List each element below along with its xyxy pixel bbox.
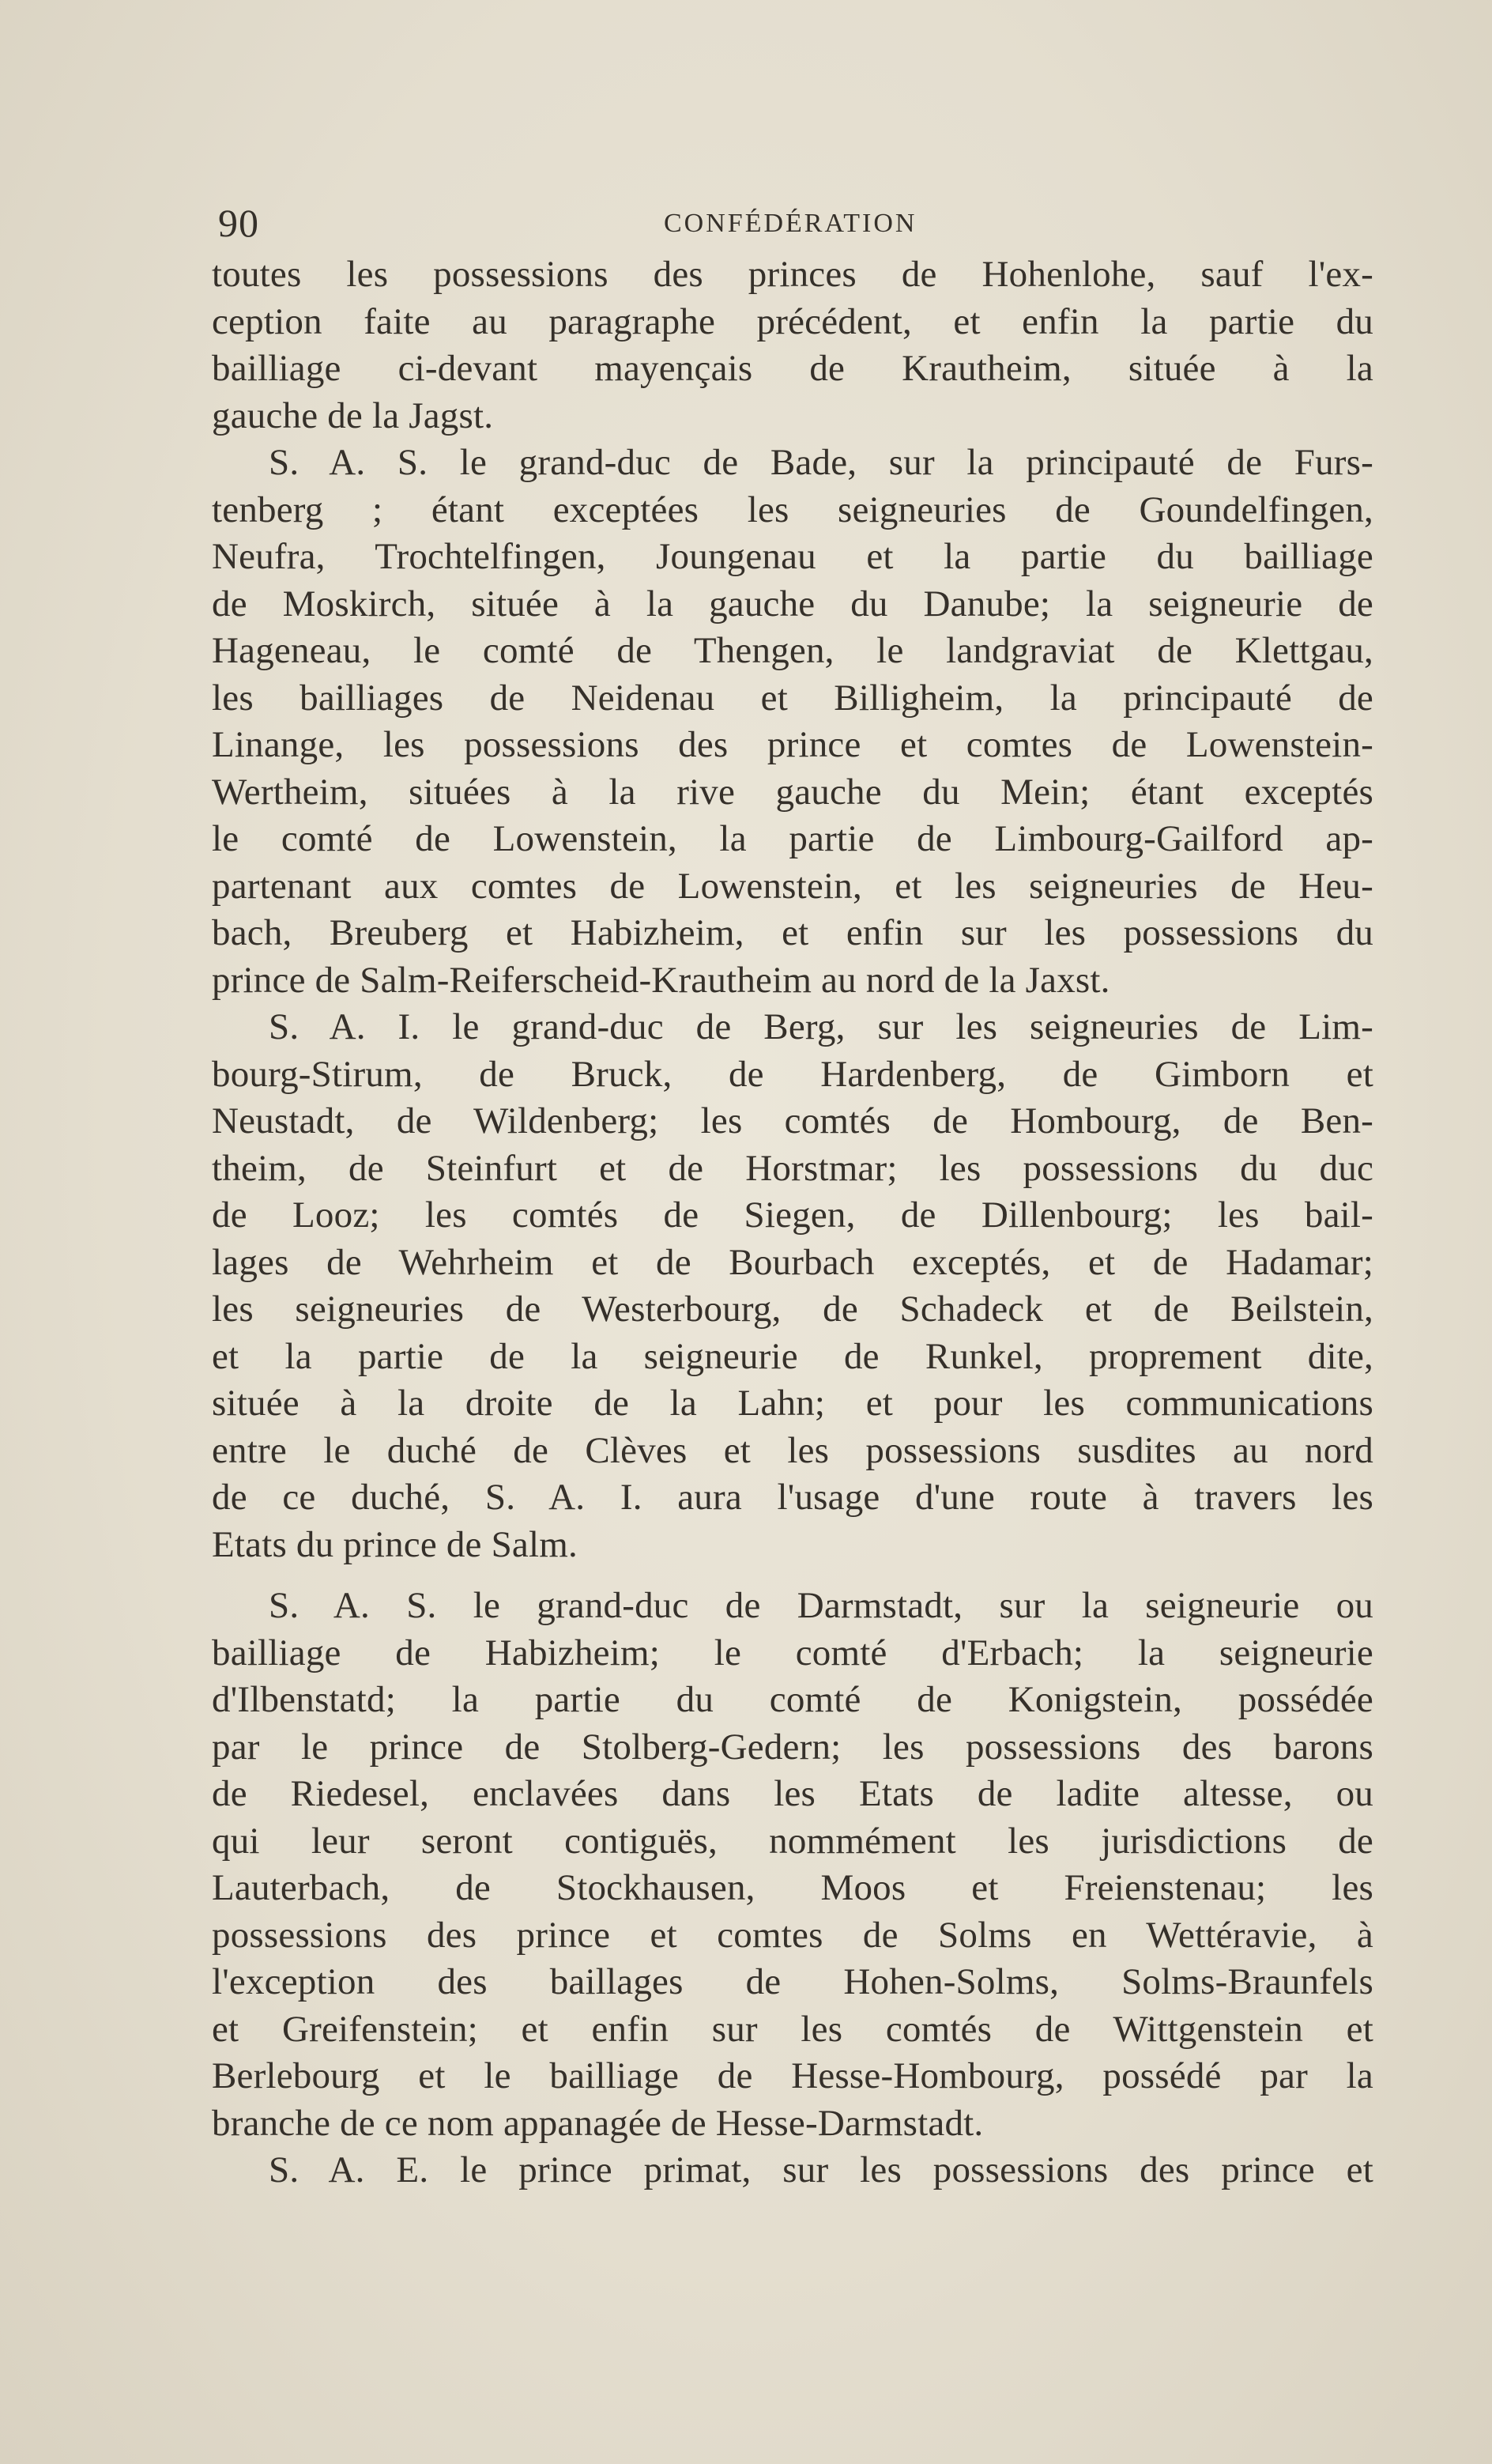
text-line: bach, Breuberg et Habizheim, et enfin sur les possessions du — [212, 912, 1373, 953]
text-line: gauche de la Jagst. — [212, 394, 494, 436]
running-head: CONFÉDÉRATION — [664, 209, 917, 238]
text-line: S. A. S. le grand-duc de Bade, sur la principauté de Furs- — [269, 442, 1373, 483]
text-line: et la partie de la seigneurie de Runkel, proprement dite, — [212, 1335, 1373, 1377]
text-line: possessions des prince et comtes de Solms en Wettéravie, à — [212, 1914, 1373, 1956]
text-line: Neustadt, de Wildenberg; les comtés de Hombourg, de Ben- — [212, 1100, 1373, 1141]
paragraph — [212, 2147, 1373, 2194]
text-line: S. A. E. le prince primat, sur les possessions des prince et — [269, 2149, 1373, 2190]
text-line: de Riedesel, enclavées dans les Etats de ladite altesse, ou — [212, 1773, 1373, 1814]
text-line: lages de Wehrheim et de Bourbach exceptés, et de Hadamar; — [212, 1241, 1373, 1283]
paragraph — [212, 1004, 1373, 1568]
text-line: de Looz; les comtés de Siegen, de Dillenbourg; les bail- — [212, 1194, 1373, 1236]
text-line: Hageneau, le comté de Thengen, le landgraviat de Klettgau, — [212, 630, 1373, 671]
text-line: l'exception des baillages de Hohen-Solms, Solms-Braunfels — [212, 1961, 1373, 2002]
text-line: et Greifenstein; et enfin sur les comtés de Wittgenstein et — [212, 2008, 1373, 2050]
paragraph — [212, 440, 1373, 1004]
text-line: bailliage ci-devant mayençais de Krautheim, située à la — [212, 348, 1373, 389]
text-line: ception faite au paragraphe précédent, et enfin la partie du — [212, 300, 1373, 342]
text-line: bailliage de Habizheim; le comté d'Erbach; la seigneurie — [212, 1632, 1373, 1673]
text-line: prince de Salm-Reiferscheid-Krautheim au nord de la Jaxst. — [212, 959, 1110, 1001]
text-line: située à la droite de la Lahn; et pour les communications — [212, 1383, 1373, 1424]
text-line: Wertheim, situées à la rive gauche du Mein; étant exceptés — [212, 771, 1373, 813]
text-line: S. A. I. le grand-duc de Berg, sur les seigneuries de Lim- — [269, 1006, 1373, 1047]
text-block — [212, 251, 1373, 2194]
text-line: partenant aux comtes de Lowenstein, et les seigneuries de Heu- — [212, 865, 1373, 907]
text-line: bourg-Stirum, de Bruck, de Hardenberg, de Gimborn et — [212, 1053, 1373, 1095]
text-line: Lauterbach, de Stockhausen, Moos et Freienstenau; les — [212, 1867, 1373, 1908]
text-line: les bailliages de Neidenau et Billigheim, la principauté de — [212, 677, 1373, 719]
paragraph-gap — [212, 1568, 1373, 1583]
text-line: Linange, les possessions des prince et comtes de Lowenstein- — [212, 724, 1373, 765]
text-line: Neufra, Trochtelfingen, Joungenau et la partie du bailliage — [212, 536, 1373, 577]
paragraph — [212, 251, 1373, 440]
text-line: d'Ilbenstatd; la partie du comté de Konigstein, possédée — [212, 1679, 1373, 1720]
text-line: branche de ce nom appanagée de Hesse-Darmstadt. — [212, 2102, 984, 2144]
text-line: par le prince de Stolberg-Gedern; les possessions des barons — [212, 1726, 1373, 1768]
text-line: les seigneuries de Westerbourg, de Schadeck et de Beilstein, — [212, 1289, 1373, 1330]
text-line: theim, de Steinfurt et de Horstmar; les possessions du duc — [212, 1147, 1373, 1189]
text-line: qui leur seront contiguës, nommément les jurisdictions de — [212, 1820, 1373, 1862]
text-line: Berlebourg et le bailliage de Hesse-Hombourg, possédé par la — [212, 2055, 1373, 2096]
text-line: Etats du prince de Salm. — [212, 1523, 578, 1565]
text-line: de ce duché, S. A. I. aura l'usage d'une route à travers les — [212, 1477, 1373, 1518]
page-header — [218, 199, 1377, 247]
text-line: le comté de Lowenstein, la partie de Limbourg-Gailford ap- — [212, 818, 1373, 859]
text-line: entre le duché de Clèves et les possessions susdites au nord — [212, 1429, 1373, 1471]
paragraph — [212, 1583, 1373, 2147]
page-number: 90 — [218, 201, 259, 245]
text-line: S. A. S. le grand-duc de Darmstadt, sur la seigneurie ou — [269, 1585, 1373, 1626]
text-line: tenberg ; étant exceptées les seigneuries de Goundelfingen, — [212, 489, 1373, 530]
text-line: de Moskirch, située à la gauche du Danube; la seigneurie de — [212, 583, 1373, 624]
text-line: toutes les possessions des princes de Hohenlohe, sauf l'ex- — [212, 254, 1373, 295]
